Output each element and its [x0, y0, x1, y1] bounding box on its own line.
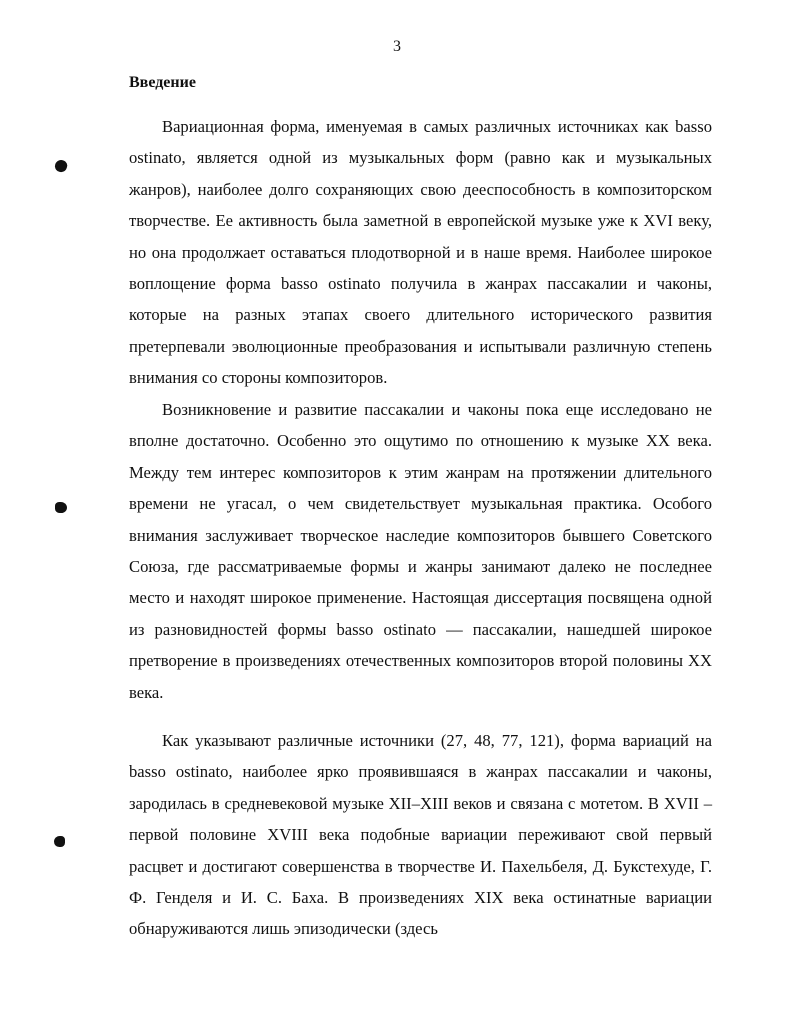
section-heading: Введение	[129, 74, 196, 91]
punch-hole-mark	[53, 158, 68, 173]
paragraph-1: Вариационная форма, именуемая в самых различных источниках как basso ostinato, является одной из музыкальных форм (равно как и музыкальных жанров), наиболее долго сохраняющих свою дееспособность в композиторском творчестве. Ее активность была заметной в европейской музыке уже к XVI веку, но она продолжает оставаться плодотворной и в наше время. Наиболее широкое воплощение форма basso ostinato получила в жанрах пассакалии и чаконы, которые на разных этапах своего длительного исторического развития претерпевали эволюционные преобразования и испытывали различную степень внимания со стороны композиторов.	[129, 117, 712, 388]
paragraph-3: Как указывают различные источники (27, 48, 77, 121), форма вариаций на basso ostinato, наиболее ярко проявившаяся в жанрах пассакалии и чаконы, зародилась в средневековой музыке XII–XIII веков и связана с мотетом. В XVII – первой половине XVIII века подобные вариации переживают свой первый расцвет и достигают совершенства в творчестве И. Пахельбеля, Д. Букстехуде, Г. Ф. Генделя и И. С. Баха. В произведениях XIX века остинатные вариации обнаруживаются лишь эпизодически (здесь	[129, 731, 712, 939]
punch-hole-mark	[54, 836, 65, 847]
punch-hole-mark	[55, 502, 67, 513]
page-number: 3	[393, 38, 401, 55]
paragraph-2: Возникновение и развитие пассакалии и чаконы пока еще исследовано не вполне достаточно. Особенно это ощутимо по отношению к музыке XX века. Между тем интерес композиторов к этим жанрам на протяжении длительного времени не угасал, о чем свидетельствует музыкальная практика. Особого внимания заслуживает творческое наследие композиторов бывшего Советского Союза, где рассматриваемые формы и жанры занимают далеко не последнее место и находят широкое применение. Настоящая диссертация посвящена одной из разновидностей формы basso ostinato — пассакалии, нашедшей широкое претворение в произведениях отечественных композиторов второй половины XX века.	[129, 400, 712, 702]
